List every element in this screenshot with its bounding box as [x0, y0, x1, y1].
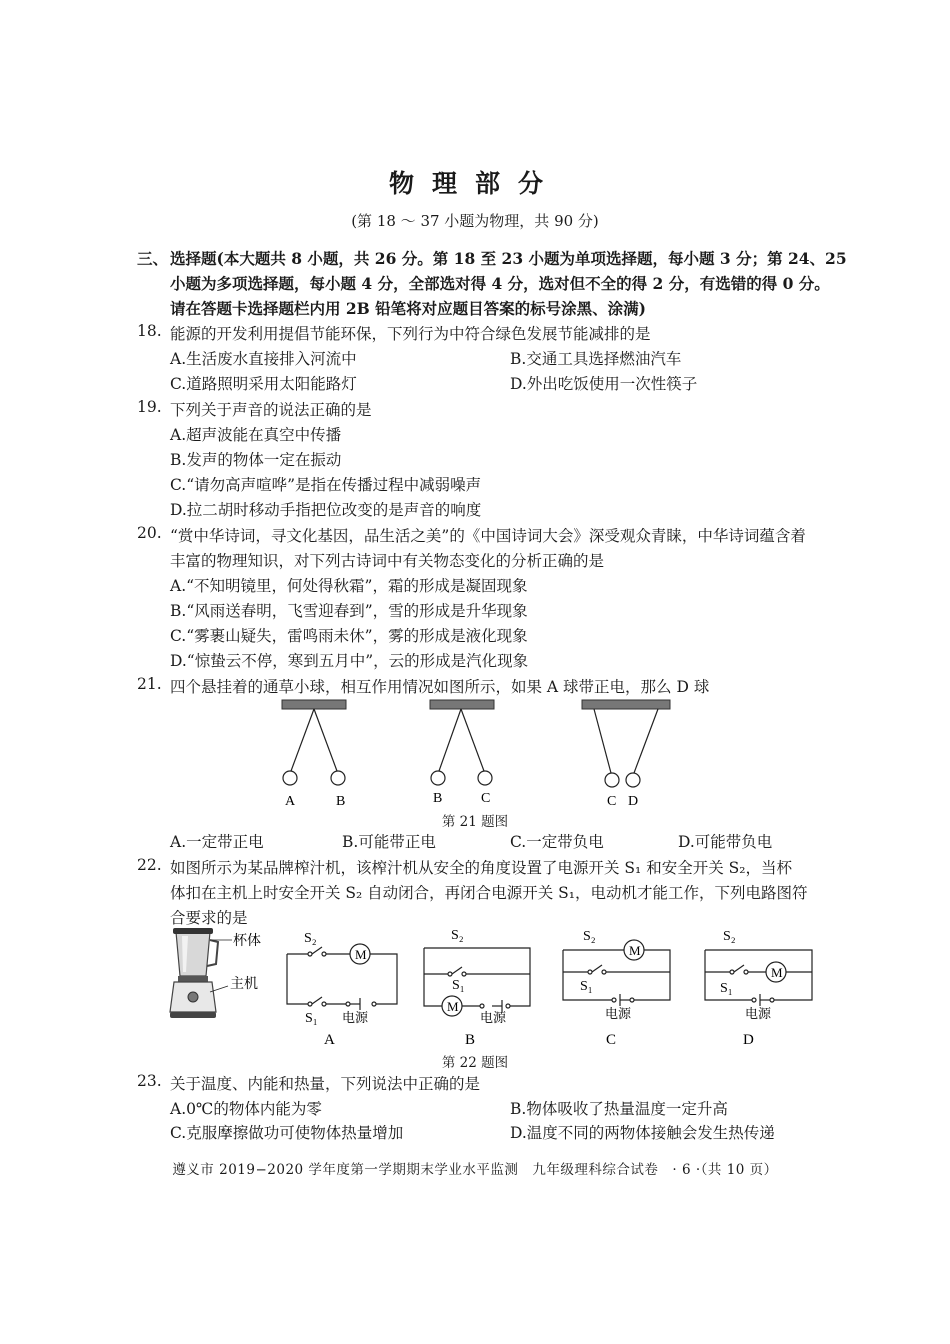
blender-image: [170, 928, 261, 1018]
page-title: 物理部分: [388, 169, 561, 198]
q23-stem: 关于温度、内能和热量，下列说法中正确的是: [170, 1075, 481, 1093]
q18-option-d: D.外出吃饭使用一次性筷子: [510, 375, 698, 393]
q19-option-a: A.超声波能在真空中传播: [170, 426, 342, 444]
ball-b: [431, 771, 445, 785]
support-bar: [430, 700, 494, 709]
label-a: A: [285, 794, 296, 809]
circuit-d-motor: M: [771, 965, 783, 980]
q21-number: 21.: [137, 675, 162, 693]
q21-stem: 四个悬挂着的通草小球，相互作用情况如图所示，如果 A 球带正电，那么 D 球: [170, 678, 710, 696]
label-c: C: [481, 791, 491, 806]
q23-option-b: B.物体吸收了热量温度一定升高: [510, 1100, 728, 1118]
support-bar: [282, 700, 346, 709]
label-b: B: [433, 791, 443, 806]
section-line-2: 小题为多项选择题，每小题 4 分，全部选对得 4 分，选对但不全的得 2 分，有选错的得 0 分。: [170, 274, 830, 293]
circuit-b-s2: S₂: [451, 928, 464, 943]
circuit-b-s1: S₁: [452, 978, 465, 993]
q23-option-d: D.温度不同的两物体接触会发生热传递: [510, 1124, 775, 1142]
q18-option-b: B.交通工具选择燃油汽车: [510, 350, 682, 368]
q19-number: 19.: [137, 398, 162, 416]
pair-bc: [430, 700, 494, 806]
pair-cd: [582, 700, 670, 809]
ball-c: [478, 771, 492, 785]
ball-d: [626, 773, 640, 787]
section-number: 三、: [137, 249, 169, 268]
q21-option-d: D.可能带负电: [678, 833, 773, 851]
q20-stem-1: “赏中华诗词，寻文化基因，品生活之美”的《中国诗词大会》深受观众青睐，中华诗词蕴含着: [170, 527, 806, 545]
circuit-b: [424, 948, 530, 1016]
circuit-d-label: D: [743, 1032, 754, 1048]
circuit-d-s1: S₁: [720, 981, 733, 996]
circuit-a-s2: S₂: [304, 931, 317, 946]
circuit-a-motor: M: [355, 947, 367, 962]
circuit-c-s2: S₂: [583, 929, 596, 944]
q20-option-b: B.“风雨送春明，飞雪迎春到”，雪的形成是升华现象: [170, 602, 528, 620]
page-footer: 遵义市 2019−2020 学年度第一学期期末学业水平监测 九年级理科综合试卷 · 6 ·（共 10 页）: [172, 1162, 778, 1178]
q21-option-a: A.一定带正电: [170, 833, 264, 851]
circuit-c: [563, 940, 670, 1006]
q22-caption: 第 22 题图: [441, 1055, 509, 1071]
q23-option-a: A.0℃的物体内能为零: [170, 1100, 322, 1118]
label-d: D: [628, 794, 639, 809]
q20-stem-2: 丰富的物理知识，对下列古诗词中有关物态变化的分析正确的是: [170, 552, 605, 570]
q19-option-d: D.拉二胡时移动手指把位改变的是声音的响度: [170, 501, 482, 519]
circuit-b-label: B: [465, 1032, 476, 1048]
q23-option-c: C.克服摩擦做功可使物体热量增加: [170, 1124, 404, 1142]
circuit-a-label: A: [324, 1032, 335, 1048]
q18-stem: 能源的开发利用提倡节能环保，下列行为中符合绿色发展节能减排的是: [170, 325, 651, 343]
circuit-b-motor: M: [447, 999, 459, 1014]
q18-option-c: C.道路照明采用太阳能路灯: [170, 375, 357, 393]
circuit-d: [705, 950, 812, 1006]
label-c: C: [607, 794, 617, 809]
q22-number: 22.: [137, 856, 162, 874]
circuit-c-power: 电源: [605, 1006, 632, 1021]
circuit-c-motor: M: [629, 943, 641, 958]
circuit-c-s1: S₁: [580, 979, 593, 994]
ball-b: [331, 771, 345, 785]
q19-stem: 下列关于声音的说法正确的是: [170, 401, 372, 419]
q21-figure: [270, 698, 680, 810]
q20-option-c: C.“雾裹山疑失，雷鸣雨未休”，雾的形成是液化现象: [170, 627, 528, 645]
q21-option-c: C.一定带负电: [510, 833, 604, 851]
q22-stem-3: 合要求的是: [170, 909, 248, 927]
q20-option-d: D.“惊蛰云不停，寒到五月中”，云的形成是汽化现象: [170, 652, 529, 670]
q18-option-a: A.生活废水直接排入河流中: [170, 350, 357, 368]
circuit-d-power: 电源: [745, 1006, 772, 1021]
q19-option-c: C.“请勿高声喧哗”是指在传播过程中减弱噪声: [170, 476, 482, 494]
support-bar: [582, 700, 670, 709]
section-line-3: 请在答题卡选择题栏内用 2B 铅笔将对应题目答案的标号涂黑、涂满): [170, 299, 647, 318]
section-line-1: 选择题(本大题共 8 小题，共 26 分。第 18 至 23 小题为单项选择题，每小题 3 分；第 24、25: [170, 249, 847, 268]
q21-option-b: B.可能带正电: [342, 833, 436, 851]
q20-option-a: A.“不知明镜里，何处得秋霜”，霜的形成是凝固现象: [170, 577, 528, 595]
label-b: B: [336, 794, 346, 809]
q19-option-b: B.发声的物体一定在振动: [170, 451, 342, 469]
circuit-a: [287, 944, 397, 1010]
cup-label: 杯体: [233, 934, 261, 949]
q18-number: 18.: [137, 322, 162, 340]
circuit-b-power: 电源: [480, 1010, 507, 1025]
circuit-c-label: C: [606, 1032, 617, 1048]
q22-figure: [162, 924, 822, 1054]
circuit-d-s2: S₂: [723, 929, 736, 944]
circuit-a-s1: S₁: [305, 1011, 318, 1026]
pair-ab: [282, 700, 346, 809]
ball-c: [605, 773, 619, 787]
q22-stem-1: 如图所示为某品牌榨汁机，该榨汁机从安全的角度设置了电源开关 S₁ 和安全开关 S₂，当杯: [170, 859, 792, 877]
page-subtitle: (第 18 ～ 37 小题为物理，共 90 分): [351, 212, 599, 230]
q20-number: 20.: [137, 524, 162, 542]
base-label: 主机: [230, 977, 258, 992]
circuit-a-power: 电源: [342, 1010, 369, 1025]
q22-stem-2: 体扣在主机上时安全开关 S₂ 自动闭合，再闭合电源开关 S₁，电动机才能工作，下列电路图符: [170, 884, 808, 902]
ball-a: [283, 771, 297, 785]
q21-caption: 第 21 题图: [441, 814, 509, 830]
q23-number: 23.: [137, 1072, 162, 1090]
